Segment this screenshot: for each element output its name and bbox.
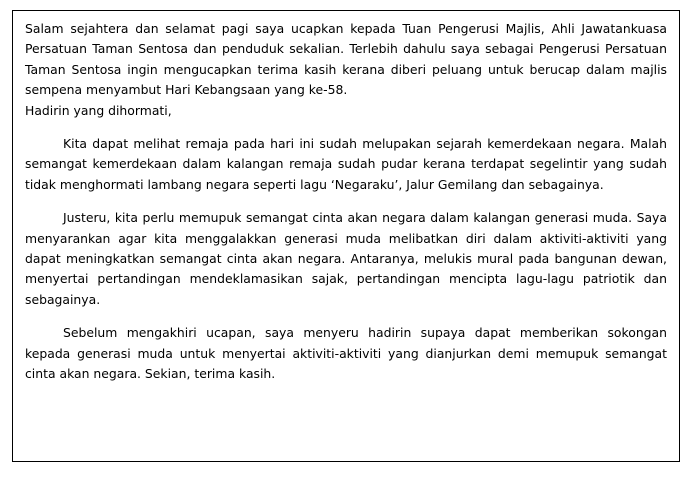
closing-paragraph: Sebelum mengakhiri ucapan, saya menyeru hadirin supaya dapat memberikan sokongan kepada generasi muda untuk menyertai aktiviti-aktiviti yang dianjurkan demi memupuk semangat cinta akan negara. Sekian, terima kasih.	[25, 325, 667, 382]
opening-paragraph: Salam sejahtera dan selamat pagi saya ucapkan kepada Tuan Pengerusi Majlis, Ahli Jawatankuasa Persatuan Taman Sentosa dan penduduk sekalian. Terlebih dahulu saya sebagai Pengerusi Persatuan Taman Sentosa ingin mengucapkan terima kasih kerana diberi peluang untuk berucap dalam majlis sempena menyambut Hari Kebangsaan yang ke-58.	[25, 21, 667, 98]
body-paragraph-1: Kita dapat melihat remaja pada hari ini sudah melupakan sejarah kemerdekaan negara. Malah semangat kemerdekaan dalam kalangan remaja sudah pudar kerana terdapat segelintir yang sudah tidak menghormati lambang negara seperti lagu ‘Negaraku’, Jalur Gemilang dan sebagainya.	[25, 136, 667, 192]
greeting-line: Hadirin yang dihormati,	[25, 102, 172, 118]
speech-text-box	[12, 10, 680, 462]
body-paragraph-2: Justeru, kita perlu memupuk semangat cinta akan negara dalam kalangan generasi muda. Saya menyarankan agar kita menggalakkan generasi muda melibatkan diri dalam aktiviti-aktiviti yang dapat meningkatkan semangat cinta akan negara. Antaranya, melukis mural pada bangunan dewan, menyertai pertandingan mendeklamasikan sajak, pertandingan mencipta lagu-lagu patriotik dan sebagainya.	[25, 210, 667, 307]
